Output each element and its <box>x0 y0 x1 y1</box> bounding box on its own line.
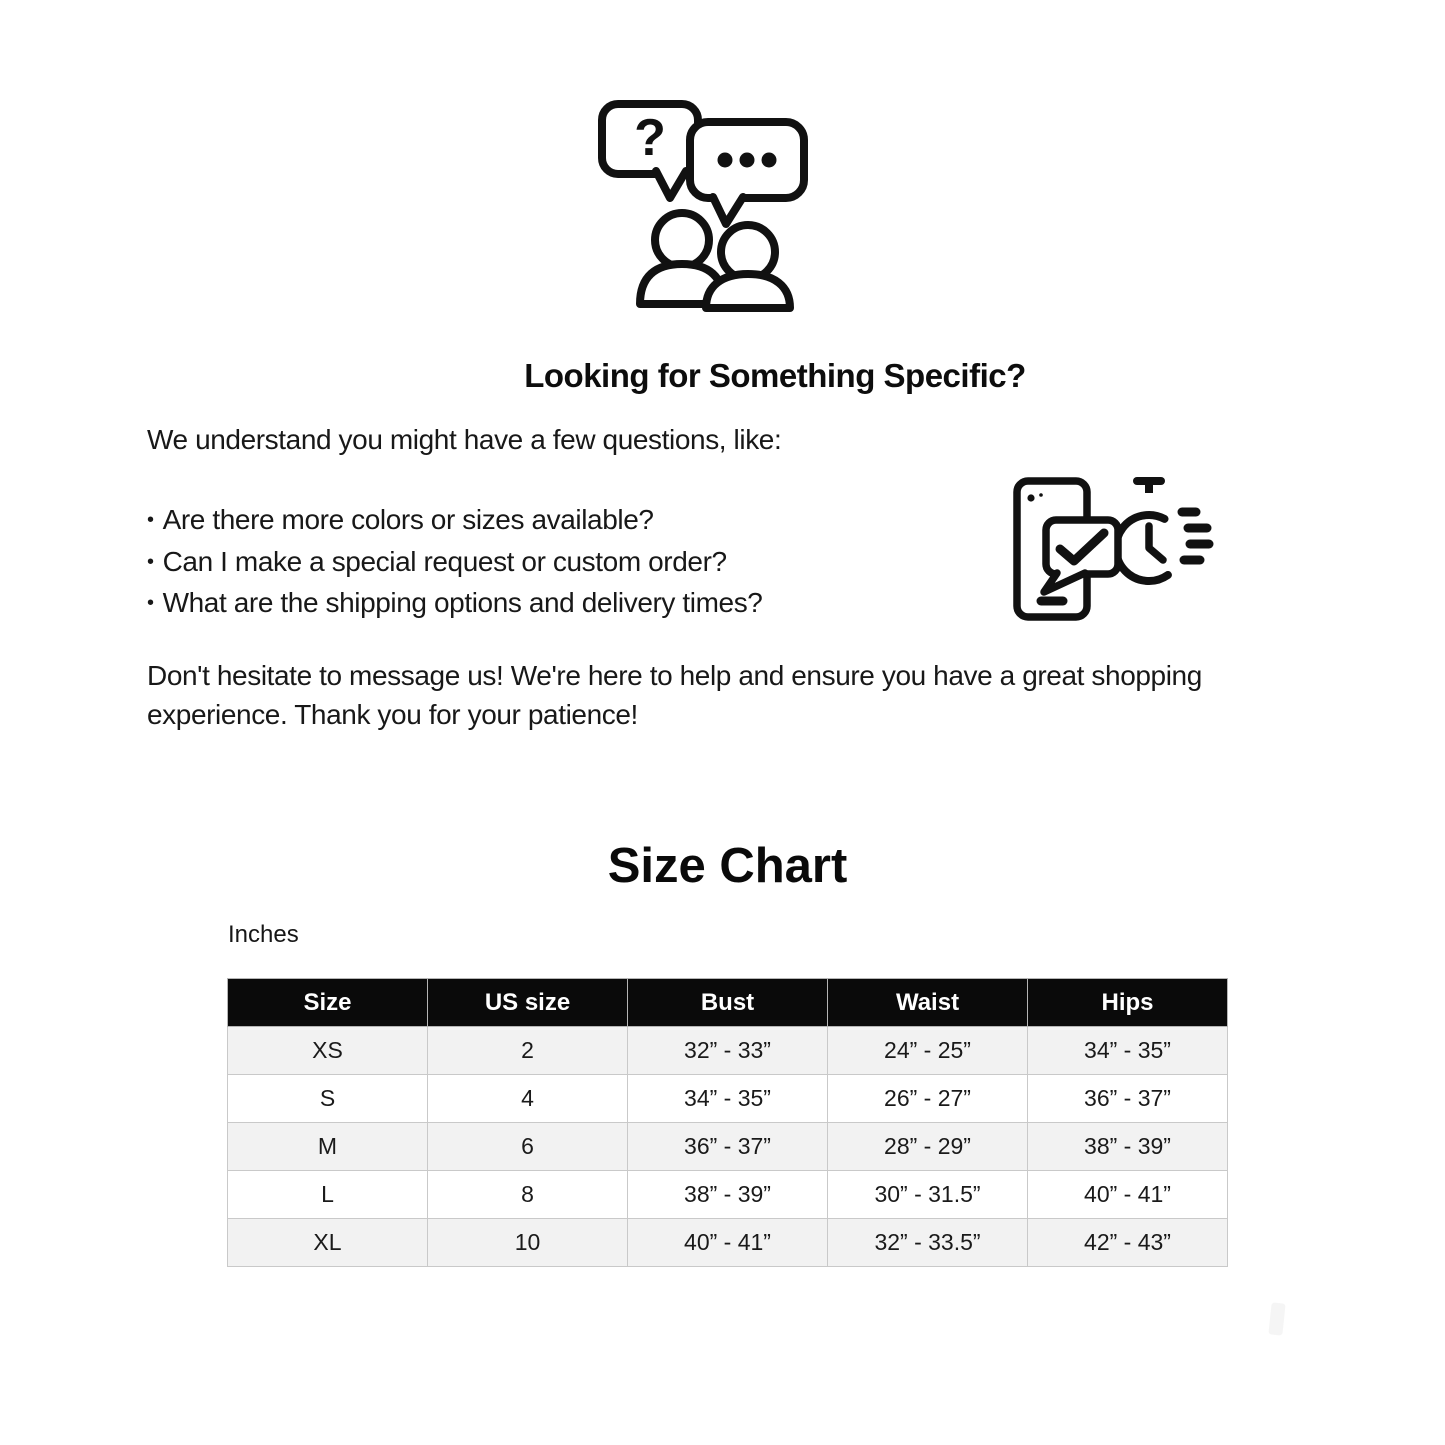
cell-size: L <box>228 1171 428 1219</box>
question-list <box>147 501 762 626</box>
people-chat-icon <box>596 98 822 312</box>
cell-waist: 30” - 31.5” <box>828 1171 1028 1219</box>
size-chart-table <box>227 978 1228 1267</box>
cell-hips: 36” - 37” <box>1028 1075 1228 1123</box>
question-text: Are there more colors or sizes available? <box>162 504 654 535</box>
cell-waist: 32” - 33.5” <box>828 1219 1028 1267</box>
column-header-hips: Hips <box>1028 979 1228 1027</box>
cell-us-size: 6 <box>428 1123 628 1171</box>
cell-us-size: 10 <box>428 1219 628 1267</box>
cell-waist: 28” - 29” <box>828 1123 1028 1171</box>
table-row <box>228 1123 1228 1171</box>
table-row <box>228 1219 1228 1267</box>
cell-size: S <box>228 1075 428 1123</box>
bullet-glyph: • <box>147 592 154 614</box>
table-row <box>228 1171 1228 1219</box>
bullet-glyph: • <box>147 550 154 573</box>
section-heading: Looking for Something Specific? <box>524 357 1026 394</box>
faint-corner-smudge <box>1268 1302 1285 1335</box>
question-text: What are the shipping options and delivery times? <box>162 587 763 618</box>
cell-bust: 40” - 41” <box>628 1219 828 1267</box>
intro-text: We understand you might have a few questions, like: <box>147 424 782 455</box>
svg-text:?: ? <box>634 109 666 167</box>
cell-size: XS <box>228 1027 428 1075</box>
cell-bust: 34” - 35” <box>628 1075 828 1123</box>
cell-size: XL <box>228 1219 428 1267</box>
cell-hips: 42” - 43” <box>1028 1219 1228 1267</box>
size-chart-title: Size Chart <box>607 839 848 893</box>
list-item <box>147 501 762 543</box>
closing-text: Don't hesitate to message us! We're here to help and ensure you have a great shopping experience. Thank you for your patience! <box>147 660 1202 730</box>
cell-hips: 34” - 35” <box>1028 1027 1228 1075</box>
question-text: Can I make a special request or custom order? <box>162 545 727 577</box>
cell-bust: 36” - 37” <box>628 1123 828 1171</box>
cell-hips: 38” - 39” <box>1028 1123 1228 1171</box>
bullet-glyph: • <box>147 509 154 531</box>
column-header-waist: Waist <box>828 979 1028 1027</box>
cell-hips: 40” - 41” <box>1028 1171 1228 1219</box>
cell-us-size: 2 <box>428 1027 628 1075</box>
units-label: Inches <box>228 921 299 948</box>
cell-waist: 26” - 27” <box>828 1075 1028 1123</box>
cell-us-size: 4 <box>428 1075 628 1123</box>
column-header-bust: Bust <box>628 979 828 1027</box>
table-header-row <box>228 979 1228 1027</box>
cell-bust: 38” - 39” <box>628 1171 828 1219</box>
column-header-size: Size <box>228 979 428 1027</box>
cell-bust: 32” - 33” <box>628 1027 828 1075</box>
table-row <box>228 1075 1228 1123</box>
phone-fast-reply-icon <box>1010 472 1214 624</box>
cell-us-size: 8 <box>428 1171 628 1219</box>
column-header-us-size: US size <box>428 979 628 1027</box>
list-item <box>147 543 762 585</box>
list-item <box>147 584 762 626</box>
cell-waist: 24” - 25” <box>828 1027 1028 1075</box>
cell-size: M <box>228 1123 428 1171</box>
table-row <box>228 1027 1228 1075</box>
